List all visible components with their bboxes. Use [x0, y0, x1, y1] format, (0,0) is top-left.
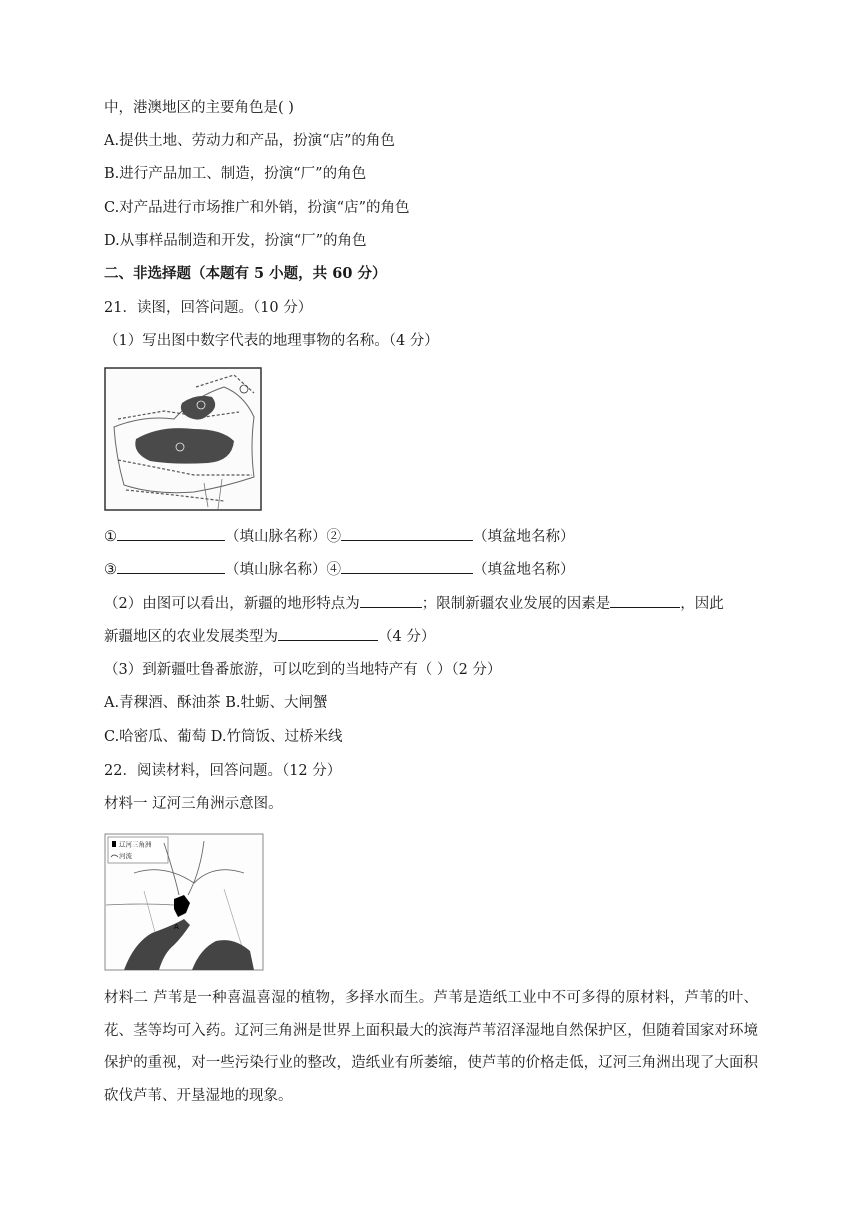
blank-label-1: ①	[104, 529, 117, 545]
legend-delta-swatch	[112, 841, 116, 847]
answer-blank-4[interactable]	[341, 559, 473, 574]
q21-part2-text-d: 新疆地区的农业发展类型为	[104, 629, 278, 645]
q20-option-d: D.从事样品制造和开发，扮演“厂”的角色	[104, 233, 367, 249]
answer-blank-terrain[interactable]	[360, 593, 422, 608]
q22-material2: 材料二 芦苇是一种喜温喜湿的植物，多择水而生。芦苇是造纸工业中不可多得的原材料，芦苇的叶、花、茎等均可入药。辽河三角洲是世界上面积最大的滨海芦苇沼泽湿地自然保护区，但随着国家对环境保护的重视，对一些污染行业的整改，造纸业有所萎缩，使芦苇的价格走低，辽河三角洲出现了大面积砍伐芦苇、开垦湿地的现象。	[104, 990, 758, 1104]
q21-options-cd: C.哈密瓜、葡萄 D.竹筒饭、过桥米线	[104, 729, 343, 745]
q20-stem-tail: 中，港澳地区的主要角色是( )	[104, 100, 294, 116]
q20-option-c: C.对产品进行市场推广和外销，扮演“店”的角色	[104, 200, 410, 216]
xinjiang-terrain-map	[104, 367, 262, 511]
q21-title: 21．读图，回答问题。（10 分）	[104, 300, 313, 316]
hint-mountain-3: （填山脉名称）④	[225, 562, 341, 578]
map-label-a: A	[174, 923, 179, 931]
q21-part2-text-b: ；限制新疆农业发展的因素是	[421, 596, 611, 612]
answer-blank-1[interactable]	[117, 526, 225, 541]
blank-label-3: ③	[104, 562, 117, 578]
hint-basin-2: （填盆地名称）	[473, 529, 575, 545]
q21-part3: （3）到新疆吐鲁番旅游，可以吃到的当地特产有（ ）（2 分）	[104, 662, 502, 678]
q21-options-ab: A.青稞酒、酥油茶 B.牡蛎、大闸蟹	[104, 695, 328, 711]
q21-part1: （1）写出图中数字代表的地理事物的名称。（4 分）	[104, 333, 439, 349]
q21-part2-text-a: （2）由图可以看出，新疆的地形特点为	[104, 596, 360, 612]
answer-blank-2[interactable]	[341, 526, 473, 541]
hint-mountain-1: （填山脉名称）②	[225, 529, 341, 545]
q21-part2-text-c: ，因此	[680, 596, 724, 612]
q21-row2	[104, 559, 575, 580]
q20-option-b: B.进行产品加工、制造，扮演“厂”的角色	[104, 166, 367, 182]
q22-material1: 材料一 辽河三角洲示意图。	[104, 796, 283, 812]
q21-part2-line1	[104, 593, 724, 614]
q22-title: 22．阅读材料，回答问题。（12 分）	[104, 763, 342, 779]
q20-option-a: A.提供土地、劳动力和产品，扮演“店”的角色	[104, 133, 395, 149]
liaohe-delta-map	[104, 833, 264, 971]
answer-blank-agri-type[interactable]	[278, 626, 378, 641]
q21-row1	[104, 526, 575, 547]
legend-river-label: 河流	[119, 852, 132, 860]
hint-basin-4: （填盆地名称）	[473, 562, 575, 578]
q21-part2-points: （4 分）	[378, 629, 436, 645]
answer-blank-3[interactable]	[117, 559, 225, 574]
answer-blank-factor[interactable]	[610, 593, 680, 608]
section-heading: 二、非选择题（本题有 5 小题，共 60 分）	[104, 265, 387, 282]
q21-part2-line2	[104, 626, 435, 647]
legend-delta-label: 辽河三角洲	[119, 840, 152, 849]
